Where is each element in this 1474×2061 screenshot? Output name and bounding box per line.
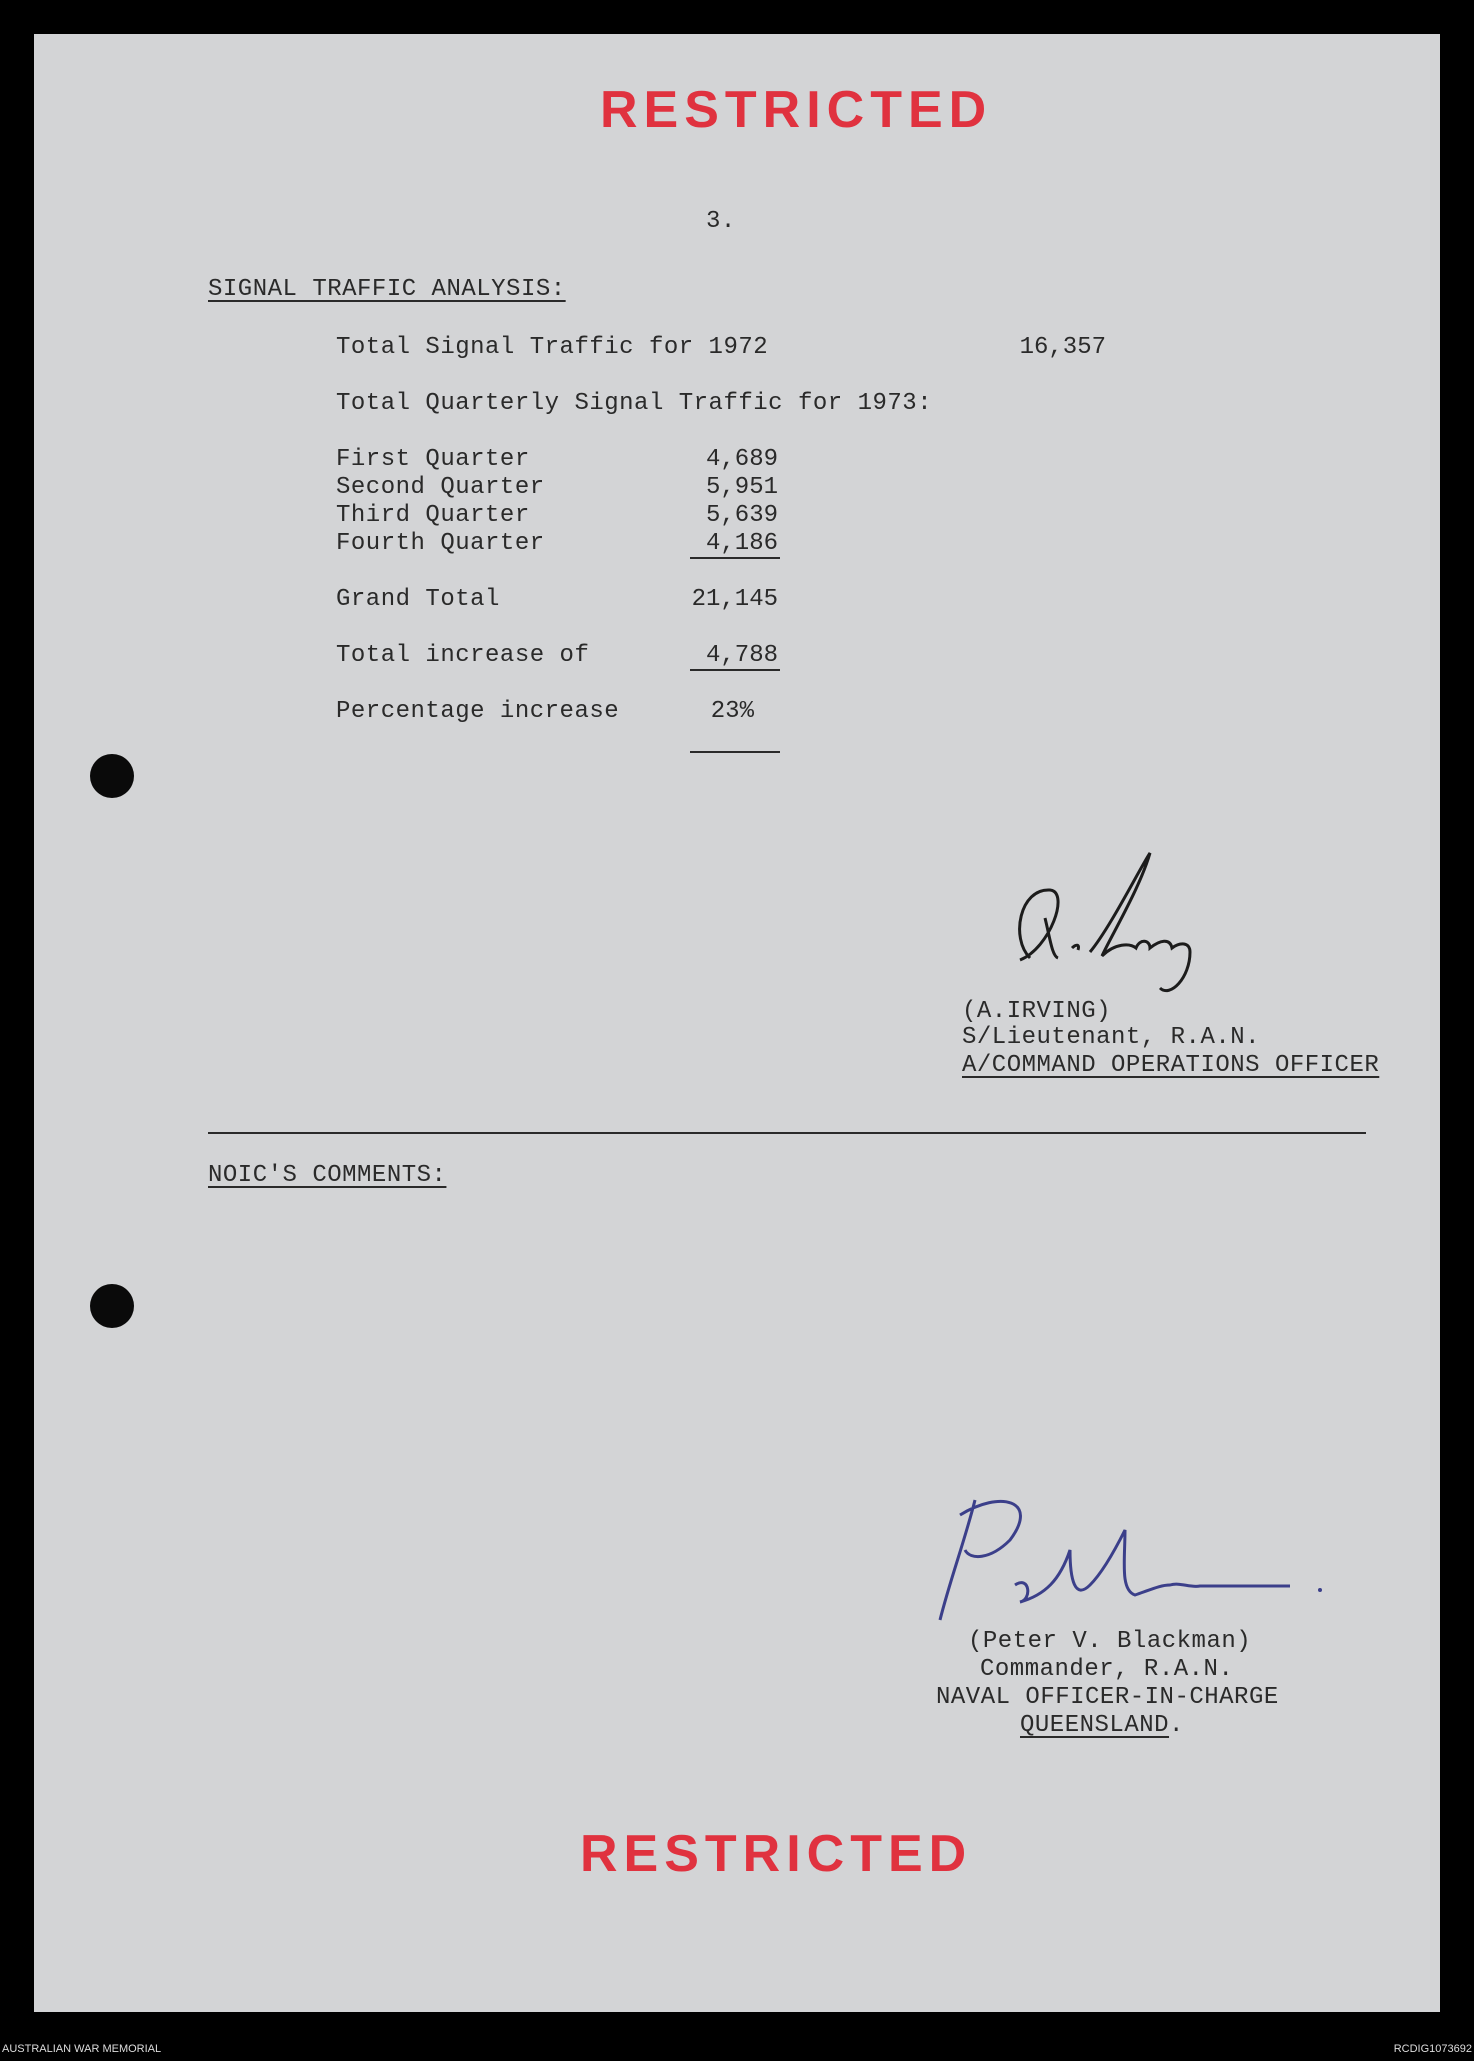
restricted-stamp-bottom: RESTRICTED [580, 1825, 973, 1883]
footer-left: AUSTRALIAN WAR MEMORIAL [2, 2043, 162, 2055]
quarter-value: 4,186 [705, 530, 778, 557]
total-1972-value: 16,357 [1019, 334, 1106, 361]
signatory1-title: A/COMMAND OPERATIONS OFFICER [962, 1052, 1380, 1079]
signatory2-rank: Commander, R.A.N. [980, 1656, 1234, 1683]
closing-rule [690, 751, 780, 753]
punch-hole [90, 1284, 134, 1328]
section-divider [208, 1132, 1366, 1134]
signatory2-title2-line [1020, 1712, 1184, 1739]
grand-total-value: 21,145 [691, 586, 778, 613]
signatory2-title2: QUEENSLAND [1020, 1712, 1170, 1739]
blackman-signature [920, 1490, 1340, 1630]
quarter-value: 5,951 [705, 474, 778, 501]
quarter-label: Second Quarter [336, 474, 545, 501]
quarter-value: 5,639 [705, 502, 778, 529]
quarter-label: First Quarter [336, 446, 530, 473]
restricted-stamp-top: RESTRICTED [600, 81, 993, 139]
percentage-label: Percentage increase [336, 698, 620, 725]
quarter-value: 4,689 [705, 446, 778, 473]
quarterly-heading: Total Quarterly Signal Traffic for 1973: [336, 390, 933, 417]
total-1972-label: Total Signal Traffic for 1972 [336, 334, 769, 361]
page-number: 3. [706, 208, 736, 235]
section-heading: SIGNAL TRAFFIC ANALYSIS: [208, 276, 566, 303]
comments-heading: NOIC'S COMMENTS: [208, 1162, 447, 1189]
signatory1-rank: S/Lieutenant, R.A.N. [962, 1024, 1261, 1051]
document-page [34, 34, 1440, 2012]
quarter-label: Fourth Quarter [336, 530, 545, 557]
signatory2-title1: NAVAL OFFICER-IN-CHARGE [936, 1684, 1279, 1711]
increase-label: Total increase of [336, 642, 590, 669]
signatory2-name: (Peter V. Blackman) [968, 1628, 1252, 1655]
increase-rule [690, 669, 780, 671]
subtotal-rule [690, 557, 780, 559]
percentage-value: 23% [710, 698, 754, 725]
signatory1-name: (A.IRVING) [962, 998, 1112, 1025]
irving-signature [990, 848, 1220, 1008]
quarter-label: Third Quarter [336, 502, 530, 529]
increase-value: 4,788 [705, 642, 778, 669]
footer-right: RCDIG1073692 [1393, 2043, 1472, 2055]
punch-hole [90, 754, 134, 798]
signatory2-title2-suffix: . [1169, 1712, 1184, 1739]
grand-total-label: Grand Total [336, 586, 500, 613]
